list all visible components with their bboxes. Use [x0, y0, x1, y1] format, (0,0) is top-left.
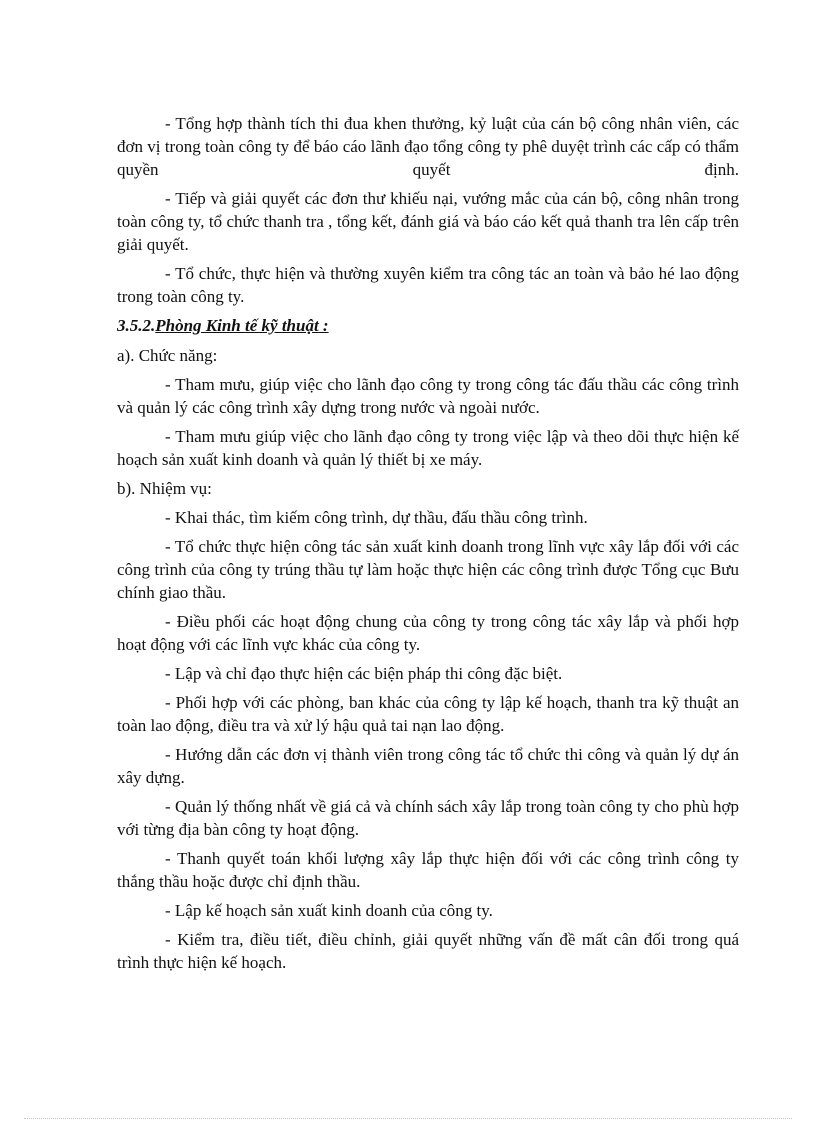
- section-heading: [117, 314, 739, 337]
- functions-label: a). Chức năng:: [117, 346, 218, 365]
- page-bottom-divider: [24, 1118, 792, 1119]
- duties-label: b). Nhiệm vụ:: [117, 479, 212, 498]
- duty-item: - Quản lý thống nhất về giá cả và chính sách xây lắp trong toàn công ty cho phù hợp với từng địa bàn công ty hoạt động.: [117, 797, 739, 839]
- duty-item: - Kiểm tra, điều tiết, điều chỉnh, giải quyết những vấn đề mất cân đối trong quá trình thực hiện kế hoạch.: [117, 930, 739, 972]
- duty-item: - Lập và chỉ đạo thực hiện các biện pháp thi công đặc biệt.: [165, 664, 563, 683]
- duty-item: - Thanh quyết toán khối lượng xây lắp thực hiện đối với các công trình công ty thắng thầu hoặc được chỉ định thầu.: [117, 849, 739, 891]
- duty-item: - Phối hợp với các phòng, ban khác của công ty lập kế hoạch, thanh tra kỹ thuật an toàn lao động, điều tra và xử lý hậu quả tai nạn lao động.: [117, 693, 739, 735]
- paragraph-safety: - Tổ chức, thực hiện và thường xuyên kiểm tra công tác an toàn và bảo hé lao động trong toàn công ty.: [117, 264, 739, 306]
- duty-item: - Khai thác, tìm kiếm công trình, dự thầu, đấu thầu công trình.: [165, 508, 588, 527]
- section-title: Phòng Kinh tế kỹ thuật :: [155, 316, 329, 335]
- duty-item: - Tổ chức thực hiện công tác sản xuất kinh doanh trong lĩnh vực xây lắp đối với các công trình của công ty trúng thầu tự làm hoặc thực hiện các công trình được Tổng cục Bưu chính giao thầu.: [117, 537, 739, 602]
- paragraph-complaints: - Tiếp và giải quyết các đơn thư khiếu nại, vướng mắc của cán bộ, công nhân trong toàn công ty, tổ chức thanh tra , tổng kết, đánh giá và báo cáo kết quả thanh tra lên cấp trên giải quyết.: [117, 189, 739, 254]
- document-page: [117, 112, 739, 980]
- duty-item: - Điều phối các hoạt động chung của công ty trong công tác xây lắp và phối hợp hoạt động với các lĩnh vực khác của công ty.: [117, 612, 739, 654]
- function-item: - Tham mưu giúp việc cho lãnh đạo công ty trong việc lập và theo dõi thực hiện kế hoạch sản xuất kinh doanh và quản lý thiết bị xe máy.: [117, 427, 739, 469]
- paragraph-emulation-summary: - Tổng hợp thành tích thi đua khen thưởng, kỷ luật của cán bộ công nhân viên, các đơn vị trong toàn công ty để báo cáo lãnh đạo tổng công ty phê duyệt trình các cấp có thẩm quyền quyết định.: [117, 114, 739, 179]
- duty-item: - Lập kế hoạch sản xuất kinh doanh của công ty.: [165, 901, 493, 920]
- function-item: - Tham mưu, giúp việc cho lãnh đạo công ty trong công tác đấu thầu các công trình và quản lý các công trình xây dựng trong nước và ngoài nước.: [117, 375, 739, 417]
- section-number: 3.5.2.: [117, 316, 156, 335]
- duty-item: - Hướng dẫn các đơn vị thành viên trong công tác tổ chức thi công và quản lý dự án xây dựng.: [117, 745, 739, 787]
